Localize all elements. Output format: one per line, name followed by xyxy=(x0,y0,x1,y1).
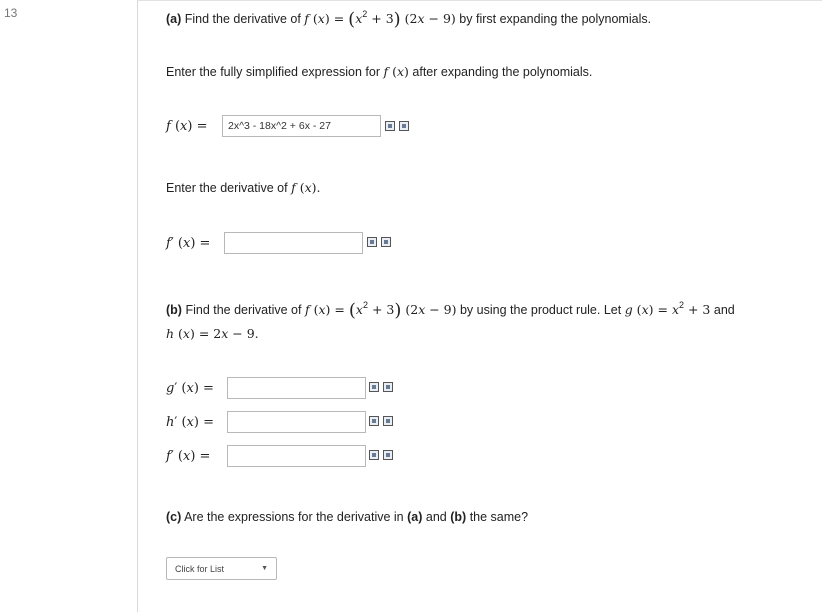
f-label: f (x) = xyxy=(166,119,208,134)
left-divider xyxy=(137,0,138,612)
fprime-a-input[interactable] xyxy=(224,232,363,254)
preview-icon[interactable] xyxy=(383,382,393,392)
preview-icon[interactable] xyxy=(383,416,393,426)
part-a-prompt-start: Find the derivative of xyxy=(184,12,301,26)
part-b-prompt: (b) Find the derivative of f $(x) = (x^2 + 3) (2x - 9)$ by using the product rule. Let g $(x) = x^2 + 3$ and xyxy=(166,300,735,321)
equation-editor-icon[interactable] xyxy=(367,237,377,247)
part-c-label: (c) xyxy=(166,510,182,524)
part-a-derivative-instruction: Enter the derivative of f (x). xyxy=(166,180,321,195)
fprime-b-input-tools xyxy=(369,450,393,460)
gprime-input[interactable] xyxy=(227,377,366,399)
hprime-input-tools xyxy=(369,416,393,426)
part-c-select[interactable] xyxy=(166,557,277,580)
f-input[interactable]: 2x^3 - 18x^2 + 6x - 27 xyxy=(222,115,381,137)
part-b-prompt-line2: h (x) = 2x − 9. xyxy=(166,326,259,341)
preview-icon[interactable] xyxy=(383,450,393,460)
part-a-expand-instruction: Enter the fully simplified expression for f (x) after expanding the polynomials. xyxy=(166,64,593,79)
part-a-prompt-end: by first expanding the polynomials. xyxy=(459,12,652,26)
part-c-prompt: (c) Are the expressions for the derivative in (a) and (b) the same? xyxy=(166,510,529,524)
question-number: 13 xyxy=(4,6,18,20)
f-input-tools xyxy=(385,121,409,131)
hprime-input[interactable] xyxy=(227,411,366,433)
part-c-select-value: Click for List xyxy=(175,563,225,574)
fprime-b-label: f′ (x) = xyxy=(166,449,211,464)
part-b-label: (b) xyxy=(166,303,182,317)
part-a-label: (a) xyxy=(166,12,182,26)
equation-editor-icon[interactable] xyxy=(369,450,379,460)
part-a-prompt: (a) Find the derivative of f $(x) = (x^2 + 3) (2x - 9)$ by first expanding the polynomials. xyxy=(166,9,652,30)
gprime-label: g′ (x) = xyxy=(166,381,214,396)
fprime-a-label: f′ (x) = xyxy=(166,236,211,251)
equation-editor-icon[interactable] xyxy=(369,416,379,426)
preview-icon[interactable] xyxy=(381,237,391,247)
fprime-b-input[interactable] xyxy=(227,445,366,467)
equation-editor-icon[interactable] xyxy=(369,382,379,392)
chevron-down-icon: ▼ xyxy=(261,565,268,572)
top-divider xyxy=(137,0,822,1)
fprime-a-input-tools xyxy=(367,237,391,247)
part-a-function: f xyxy=(304,11,309,26)
equation-editor-icon[interactable] xyxy=(385,121,395,131)
gprime-input-tools xyxy=(369,382,393,392)
hprime-label: h′ (x) = xyxy=(166,415,214,430)
preview-icon[interactable] xyxy=(399,121,409,131)
